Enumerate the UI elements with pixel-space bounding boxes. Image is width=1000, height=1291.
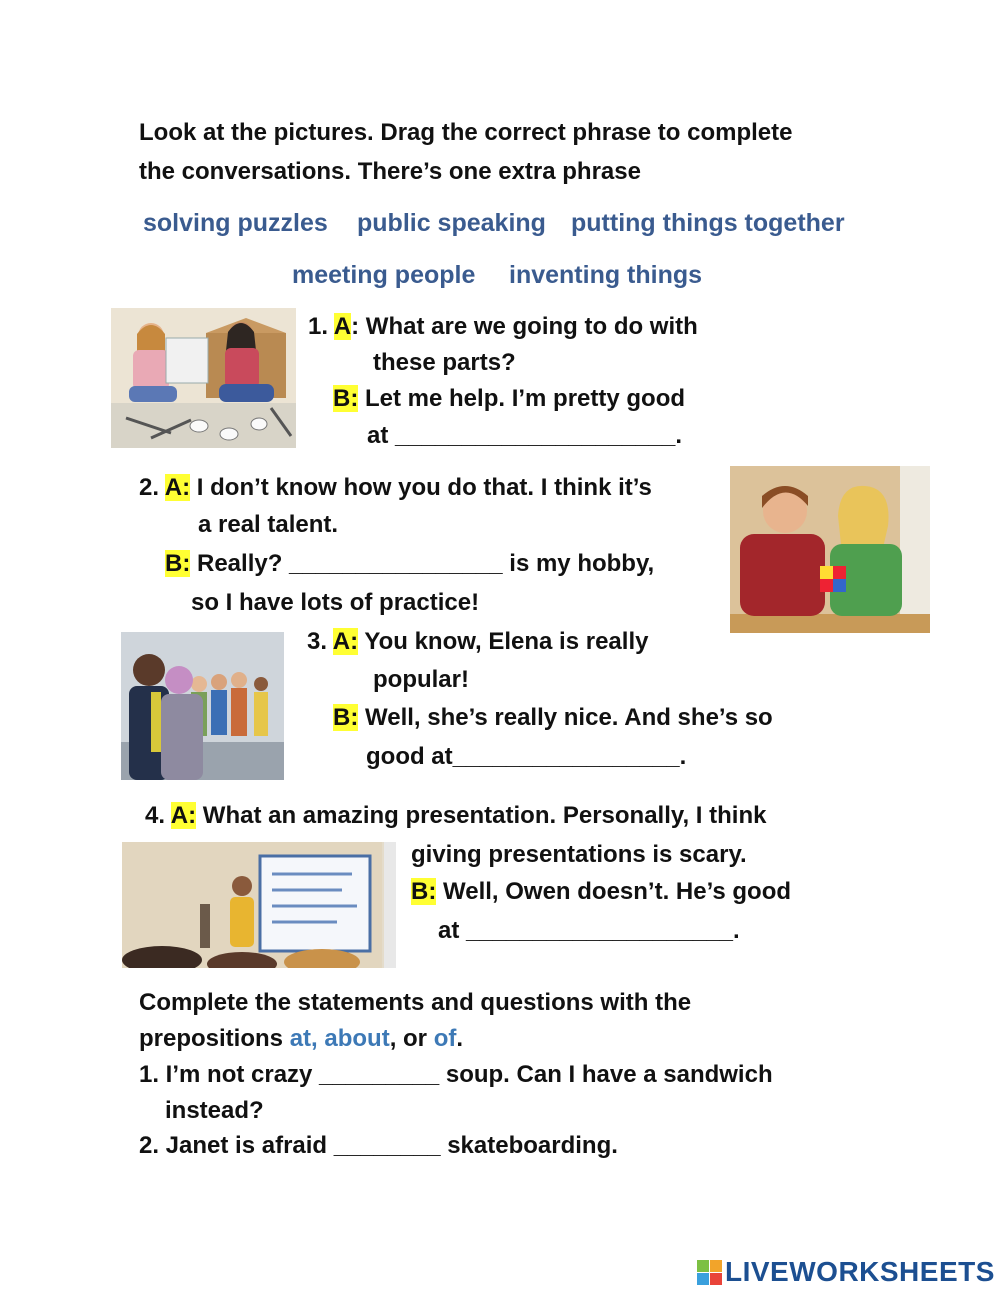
q4-a-text: What an amazing presentation. Personally, I think — [196, 802, 767, 829]
q3-speaker-b: B: — [333, 704, 359, 731]
part2-mid: , or — [389, 1025, 434, 1052]
q1-line-a — [308, 313, 698, 341]
q1-blank[interactable]: _____________________ — [395, 422, 676, 449]
q1-a-text: What are we going to do with — [359, 313, 698, 340]
q3-line-a — [307, 628, 648, 656]
q4-line-a — [145, 802, 766, 830]
picture-puzzle-cube — [730, 466, 930, 633]
logo-text: LIVEWORKSHEETS — [725, 1256, 995, 1287]
phrase-inventing-things[interactable]: inventing things — [509, 261, 703, 289]
part2-statement-1[interactable]: 1. I’m not crazy _________ soup. Can I have a sandwich — [139, 1061, 773, 1088]
q1-speaker-b: B: — [333, 385, 359, 412]
q3-blank[interactable]: _________________ — [452, 743, 680, 770]
part2-instruction-2 — [139, 1025, 463, 1053]
phrase-putting-things-together[interactable]: putting things together — [571, 209, 845, 237]
q2-line-a — [139, 474, 652, 502]
q3-a-text: You know, Elena is really — [358, 628, 649, 655]
q1-line-b — [333, 385, 685, 413]
part2-prefix: prepositions — [139, 1025, 290, 1052]
instruction-line-1: Look at the pictures. Drag the correct phrase to complete — [139, 119, 793, 146]
q1-b-text: Let me help. I’m pretty good — [358, 385, 686, 412]
q3-line-b — [333, 704, 773, 732]
q4-b-text-2: at — [438, 917, 467, 944]
q2-b-text-after: is my hobby, — [502, 550, 655, 577]
q2-b-text: Really? — [190, 550, 290, 577]
q3-b-text-2: good at — [366, 743, 453, 770]
phrase-meeting-people[interactable]: meeting people — [292, 261, 476, 289]
liveworksheets-logo — [697, 1256, 995, 1288]
q3-a-text-2: popular! — [373, 666, 469, 693]
q1-b-text-2: at — [367, 422, 396, 449]
q4-b-text: Well, Owen doesn’t. He’s good — [436, 878, 792, 905]
q2-b-text-2: so I have lots of practice! — [191, 589, 480, 616]
q4-line-b — [411, 878, 791, 906]
q3-end: . — [679, 743, 687, 770]
part2-statement-2[interactable]: 2. Janet is afraid ________ skateboarding. — [139, 1132, 618, 1159]
q3-number: 3. — [307, 628, 333, 655]
q2-a-text: I don’t know how you do that. I think it’s — [190, 474, 652, 501]
q2-speaker-b: B: — [165, 550, 191, 577]
q2-blank[interactable]: ________________ — [289, 550, 503, 577]
part2-statement-1b: instead? — [165, 1097, 264, 1124]
q4-number: 4. — [145, 802, 171, 829]
part2-prepositions-1: at, about — [289, 1025, 390, 1052]
phrase-public-speaking[interactable]: public speaking — [357, 209, 546, 237]
q3-b-text: Well, she’s really nice. And she’s so — [358, 704, 773, 731]
q4-line-b-2 — [438, 917, 740, 945]
q4-blank[interactable]: ____________________ — [466, 917, 733, 944]
q4-a-text-2: giving presentations is scary. — [411, 841, 747, 868]
part2-prepositions-2: of — [433, 1025, 457, 1052]
q2-number: 2. — [139, 474, 165, 501]
q2-a-text-2: a real talent. — [198, 511, 339, 538]
q2-line-b — [165, 550, 654, 578]
part2-end: . — [456, 1025, 464, 1052]
q2-speaker-a: A: — [164, 474, 191, 501]
q4-end: . — [732, 917, 740, 944]
part2-instruction-1: Complete the statements and questions with the — [139, 989, 692, 1016]
q1-a-colon: : — [351, 313, 360, 340]
phrase-solving-puzzles[interactable]: solving puzzles — [143, 209, 328, 237]
q3-speaker-a: A: — [332, 628, 359, 655]
q4-speaker-a: A: — [170, 802, 197, 829]
instruction-line-2: the conversations. There’s one extra phrase — [139, 158, 641, 185]
q1-number: 1. — [308, 313, 334, 340]
q1-a-text-2: these parts? — [373, 349, 516, 376]
q1-line-b-2 — [367, 422, 682, 450]
picture-meeting-people — [121, 632, 284, 780]
q4-speaker-b: B: — [411, 878, 437, 905]
q1-speaker-a: A — [333, 313, 352, 340]
logo-icon — [697, 1260, 722, 1285]
picture-presentation — [122, 842, 396, 968]
q1-end: . — [675, 422, 682, 449]
q3-line-b-2 — [366, 743, 686, 771]
picture-girls-assembling — [111, 308, 296, 448]
